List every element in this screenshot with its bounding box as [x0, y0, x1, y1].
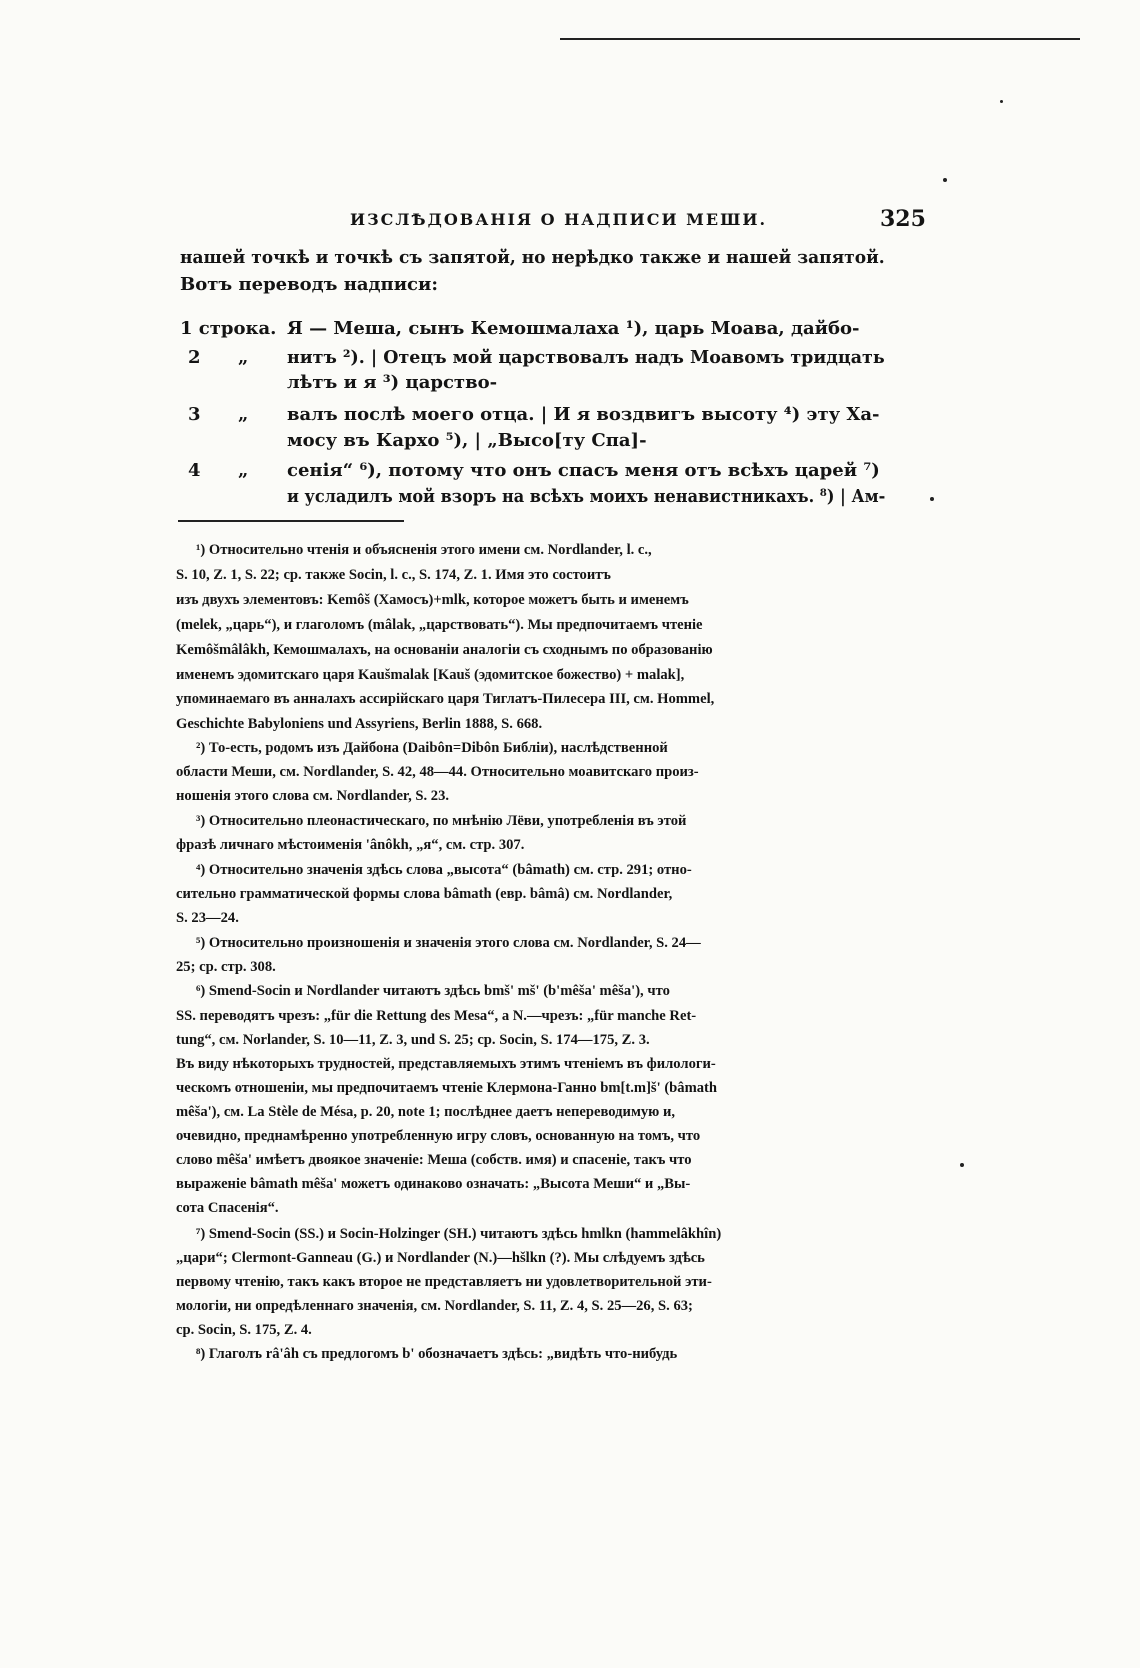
footnote-line: 25; ср. стр. 308.: [176, 959, 276, 975]
ditto-mark: „: [238, 347, 249, 368]
intro-line: нашей точкѣ и точкѣ съ запятой, но нерѣдко также и нашей запятой.: [180, 247, 885, 268]
intro-line: Вотъ переводъ надписи:: [180, 274, 439, 295]
footnote-line: первому чтенію, такъ какъ второе не представляетъ ни удовлетворительной эти-: [176, 1274, 712, 1290]
footnote-line: tung“, см. Norlander, S. 10—11, Z. 3, und S. 25; ср. Socin, S. 174—175, Z. 3.: [176, 1032, 650, 1048]
verse-line: и усладилъ мой взоръ на всѣхъ моихъ ненавистникахъ. ⁸) | Ам-: [287, 486, 886, 507]
footnote-line: ⁷) Smend-Socin (SS.) и Socin-Holzinger (SH.) читаютъ здѣсь hmlkn (hammelâkhîn): [196, 1226, 722, 1242]
footnote-line: mêša'), см. La Stèle de Mésa, p. 20, note 1; послѣднее даетъ непереводимую и,: [176, 1104, 676, 1120]
footnote-line: очевидно, преднамѣренно употребленную игру словъ, основанную на томъ, что: [176, 1128, 701, 1144]
verse-line: лѣтъ и я ³) царство-: [287, 372, 498, 393]
footnote-line: Kemôšmâlâkh, Кемошмалахъ, на основаніи аналогіи съ сходнымъ по образованію: [176, 642, 713, 658]
top-rule: [560, 38, 1080, 40]
verse-number: 3: [188, 404, 201, 425]
footnote-line: сота Спасенія“.: [176, 1200, 279, 1216]
verse-line: мосу въ Кархо ⁵), | „Высо[ту Спа]-: [287, 430, 647, 451]
footnote-line: ⁵) Относительно произношенія и значенія этого слова см. Nordlander, S. 24—: [196, 935, 701, 951]
footnote-line: S. 10, Z. 1, S. 22; ср. также Socin, l. c., S. 174, Z. 1. Имя это состоитъ: [176, 567, 611, 583]
footnote-line: именемъ эдомитскаго царя Kaušmalak [Kauš (эдомитское божество) + malak],: [176, 667, 685, 683]
footnote-line: области Меши, см. Nordlander, S. 42, 48—44. Относительно моавитскаго произ-: [176, 764, 699, 780]
running-title: ИЗСЛѢДОВАНІЯ О НАДПИСИ МЕШИ.: [350, 210, 768, 229]
verse-line: Я — Меша, сынъ Кемошмалаха ¹), царь Моава, дайбо-: [287, 318, 860, 339]
page-number: 325: [880, 206, 926, 232]
footnote-line: изъ двухъ элементовъ: Kemôš (Хамосъ)+mlk, которое можетъ быть и именемъ: [176, 592, 689, 608]
footnote-line: фразѣ личнаго мѣстоименія 'ânôkh, „я“, см. стр. 307.: [176, 837, 525, 853]
footnote-line: Въ виду нѣкоторыхъ трудностей, представляемыхъ этимъ чтеніемъ въ филологи-: [176, 1056, 716, 1072]
footnote-line: слово mêša' имѣетъ двоякое значеніе: Меша (собств. имя) и спасеніе, такъ что: [176, 1152, 692, 1168]
footnote-line: ⁴) Относительно значенія здѣсь слова „высота“ (bâmath) см. стр. 291; отно-: [196, 862, 692, 878]
verse-line: сенія“ ⁶), потому что онъ спасъ меня отъ всѣхъ царей ⁷): [287, 460, 880, 481]
ink-speck: [1000, 100, 1003, 103]
footnote-line: ²) То-есть, родомъ изъ Дайбона (Daibôn=Dibôn Библіи), наслѣдственной: [196, 740, 668, 756]
footnote-rule: [178, 520, 404, 522]
page-header: [185, 206, 935, 236]
footnote-line: Geschichte Babyloniens und Assyriens, Berlin 1888, S. 668.: [176, 716, 543, 732]
verse-number: 2: [188, 347, 201, 368]
ditto-mark: „: [238, 404, 249, 425]
footnote-line: S. 23—24.: [176, 910, 239, 926]
footnote-line: упоминаемаго въ анналахъ ассирійскаго царя Тиглатъ-Пилесера III, см. Hommel,: [176, 691, 715, 707]
ink-speck: [943, 178, 947, 182]
footnote-line: ческомъ отношеніи, мы предпочитаемъ чтеніе Клермона-Ганно bm[t.m]š' (bâmath: [176, 1080, 718, 1096]
ditto-mark: „: [238, 460, 249, 481]
verse-line: нитъ ²). | Отецъ мой царствовалъ надъ Моавомъ тридцать: [287, 347, 885, 368]
footnote-line: ¹) Относительно чтенія и объясненія этого имени см. Nordlander, l. c.,: [196, 542, 652, 558]
footnote-line: ср. Socin, S. 175, Z. 4.: [176, 1322, 312, 1338]
footnote-line: мологіи, ни опредѣленнаго значенія, см. Nordlander, S. 11, Z. 4, S. 25—26, S. 63;: [176, 1298, 693, 1314]
ink-speck: [960, 1163, 964, 1167]
footnote-line: выраженіе bâmath mêša' можетъ одинаково означать: „Высота Меши“ и „Вы-: [176, 1176, 691, 1192]
footnote-line: ⁸) Глаголъ râ'âh съ предлогомъ b' обозначаетъ здѣсь: „видѣть что-нибудь: [196, 1346, 678, 1362]
footnote-line: „цари“; Clermont-Ganneau (G.) и Nordlander (N.)—hšlkn (?). Мы слѣдуемъ здѣсь: [176, 1250, 705, 1266]
footnote-line: сительно грамматической формы слова bâmath (евр. bâmâ) см. Nordlander,: [176, 886, 673, 902]
footnote-line: SS. переводятъ чрезъ: „für die Rettung des Mesa“, а N.—чрезъ: „für manche Ret-: [176, 1008, 697, 1024]
footnote-line: ⁶) Smend-Socin и Nordlander читаютъ здѣсь bmš' mš' (b'mêša' mêša'), что: [196, 983, 670, 999]
footnote-line: ³) Относительно плеонастическаго, по мнѣнію Лёви, употребленія въ этой: [196, 813, 687, 829]
verse-line: валъ послѣ моего отца. | И я воздвигъ высоту ⁴) эту Ха-: [287, 404, 880, 425]
verse-number: 4: [188, 460, 201, 481]
ink-speck: [930, 497, 934, 501]
footnote-line: (melek, „царь“), и глаголомъ (mâlak, „царствовать“). Мы предпочитаемъ чтеніе: [176, 617, 703, 633]
verse-number: 1 строка.: [180, 318, 277, 339]
footnote-line: ношенія этого слова см. Nordlander, S. 23.: [176, 788, 450, 804]
